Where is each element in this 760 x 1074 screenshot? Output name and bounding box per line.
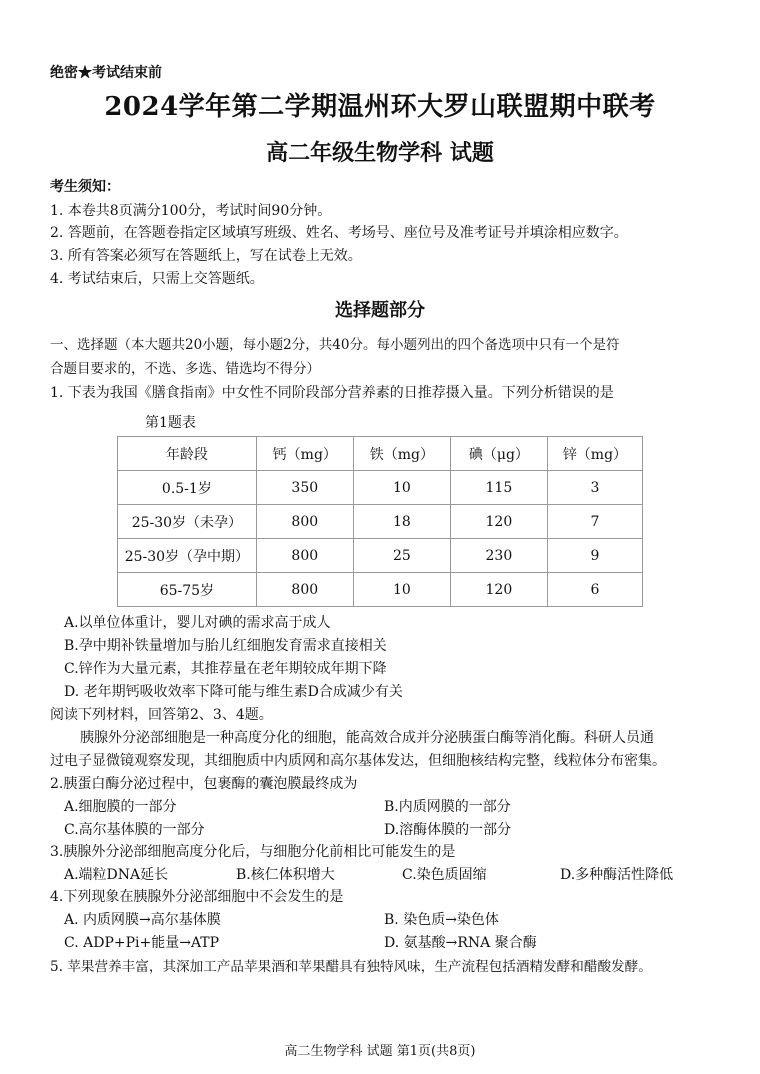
exam-subtitle: 高二年级生物学科 试题 — [266, 140, 494, 166]
q4-option-c: C. ADP+Pi+能量→ATP — [64, 935, 220, 951]
q1-option-c: C.锌作为大量元素，其推荐量在老年期较成年期下降 — [64, 661, 387, 677]
part-intro-line: 一、选择题（本大题共20小题，每小题2分，共40分。每小题列出的四个备选项中只有一个是符 — [50, 337, 620, 353]
q3-option-a: A.端粒DNA延长 — [64, 867, 169, 883]
table-header-row — [118, 437, 643, 471]
table-cell: 350 — [256, 471, 353, 505]
table-row — [118, 505, 643, 539]
table-header: 年龄段 — [118, 437, 257, 471]
table-cell: 800 — [256, 505, 353, 539]
table-cell: 10 — [353, 471, 450, 505]
table-row — [118, 573, 643, 607]
table-cell: 115 — [450, 471, 547, 505]
q4-option-b: B. 染色质→染色体 — [384, 912, 499, 928]
notice-item: 3. 所有答案必须写在答题纸上，写在试卷上无效。 — [50, 248, 362, 264]
q1-option-d: D. 老年期钙吸收效率下降可能与维生素D合成减少有关 — [64, 684, 403, 700]
table-cell: 120 — [450, 505, 547, 539]
material-paragraph: 过电子显微镜观察发现，其细胞质中内质网和高尔基体发达，但细胞核结构完整，线粒体分布密集。 — [50, 753, 666, 769]
table-cell: 3 — [547, 471, 642, 505]
part-intro-line: 合题目要求的，不选、多选、错选均不得分） — [50, 361, 320, 377]
q1-stem: 1. 下表为我国《膳食指南》中女性不同阶段部分营养素的日推荐摄入量。下列分析错误的是 — [50, 385, 614, 401]
table-cell: 9 — [547, 539, 642, 573]
q4-option-a: A. 内质网膜→高尔基体膜 — [64, 912, 221, 928]
table-cell: 10 — [353, 573, 450, 607]
table-cell: 800 — [256, 539, 353, 573]
table-row — [118, 471, 643, 505]
table-cell: 120 — [450, 573, 547, 607]
nutrient-table — [117, 436, 643, 607]
table-header: 钙（mg） — [256, 437, 353, 471]
table-cell: 6 — [547, 573, 642, 607]
q2-option-d: D.溶酶体膜的一部分 — [384, 822, 512, 838]
notice-item: 2. 答题前，在答题卷指定区域填写班级、姓名、考场号、座位号及准考证号并填涂相应数字。 — [50, 225, 628, 241]
q4-option-d: D. 氨基酸→RNA 聚合酶 — [384, 935, 537, 951]
q2-option-c: C.高尔基体膜的一部分 — [64, 822, 205, 838]
table-header: 碘（μg） — [450, 437, 547, 471]
table-row — [118, 539, 643, 573]
table-cell: 65-75岁 — [118, 573, 257, 607]
table-cell: 0.5-1岁 — [118, 471, 257, 505]
section-title: 选择题部分 — [335, 300, 425, 321]
q3-stem: 3.胰腺外分泌部细胞高度分化后，与细胞分化前相比可能发生的是 — [50, 844, 456, 860]
q3-option-c: C.染色质固缩 — [402, 867, 487, 883]
page-footer: 高二生物学科 试题 第1页(共8页) — [284, 1044, 476, 1059]
q2-option-b: B.内质网膜的一部分 — [384, 799, 511, 815]
table-cell: 25-30岁（孕中期） — [118, 539, 257, 573]
table-cell: 25-30岁（未孕） — [118, 505, 257, 539]
table-cell: 800 — [256, 573, 353, 607]
table-cell: 7 — [547, 505, 642, 539]
material-paragraph: 胰腺外分泌部细胞是一种高度分化的细胞，能高效合成并分泌胰蛋白酶等消化酶。科研人员通 — [80, 730, 654, 746]
q3-option-d: D.多种酶活性降低 — [560, 867, 674, 883]
notice-item: 4. 考试结束后，只需上交答题纸。 — [50, 271, 264, 287]
q5-stem: 5. 苹果营养丰富，其深加工产品苹果酒和苹果醋具有独特风味，生产流程包括酒精发酵和醋酸发酵。 — [50, 959, 652, 975]
q2-option-a: A.细胞膜的一部分 — [64, 799, 177, 815]
q1-option-b: B.孕中期补铁量增加与胎儿红细胞发育需求直接相关 — [64, 638, 387, 654]
table-caption: 第1题表 — [145, 415, 196, 431]
q3-option-b: B.核仁体积增大 — [236, 867, 335, 883]
notice-heading: 考生须知： — [50, 179, 120, 195]
table-cell: 18 — [353, 505, 450, 539]
table-header: 铁（mg） — [353, 437, 450, 471]
exam-title: 2024学年第二学期温州环大罗山联盟期中联考 — [104, 92, 656, 122]
q2-stem: 2.胰蛋白酶分泌过程中，包裹酶的囊泡膜最终成为 — [50, 776, 358, 792]
table-cell: 230 — [450, 539, 547, 573]
table-cell: 25 — [353, 539, 450, 573]
notice-item: 1. 本卷共8页满分100分，考试时间90分钟。 — [50, 203, 332, 219]
material-intro: 阅读下列材料，回答第2、3、4题。 — [50, 707, 273, 723]
table-header: 锌（mg） — [547, 437, 642, 471]
q1-option-a: A.以单位体重计，婴儿对碘的需求高于成人 — [64, 615, 331, 631]
q4-stem: 4.下列现象在胰腺外分泌部细胞中不会发生的是 — [50, 889, 344, 905]
confidential-mark: 绝密★考试结束前 — [50, 65, 162, 81]
